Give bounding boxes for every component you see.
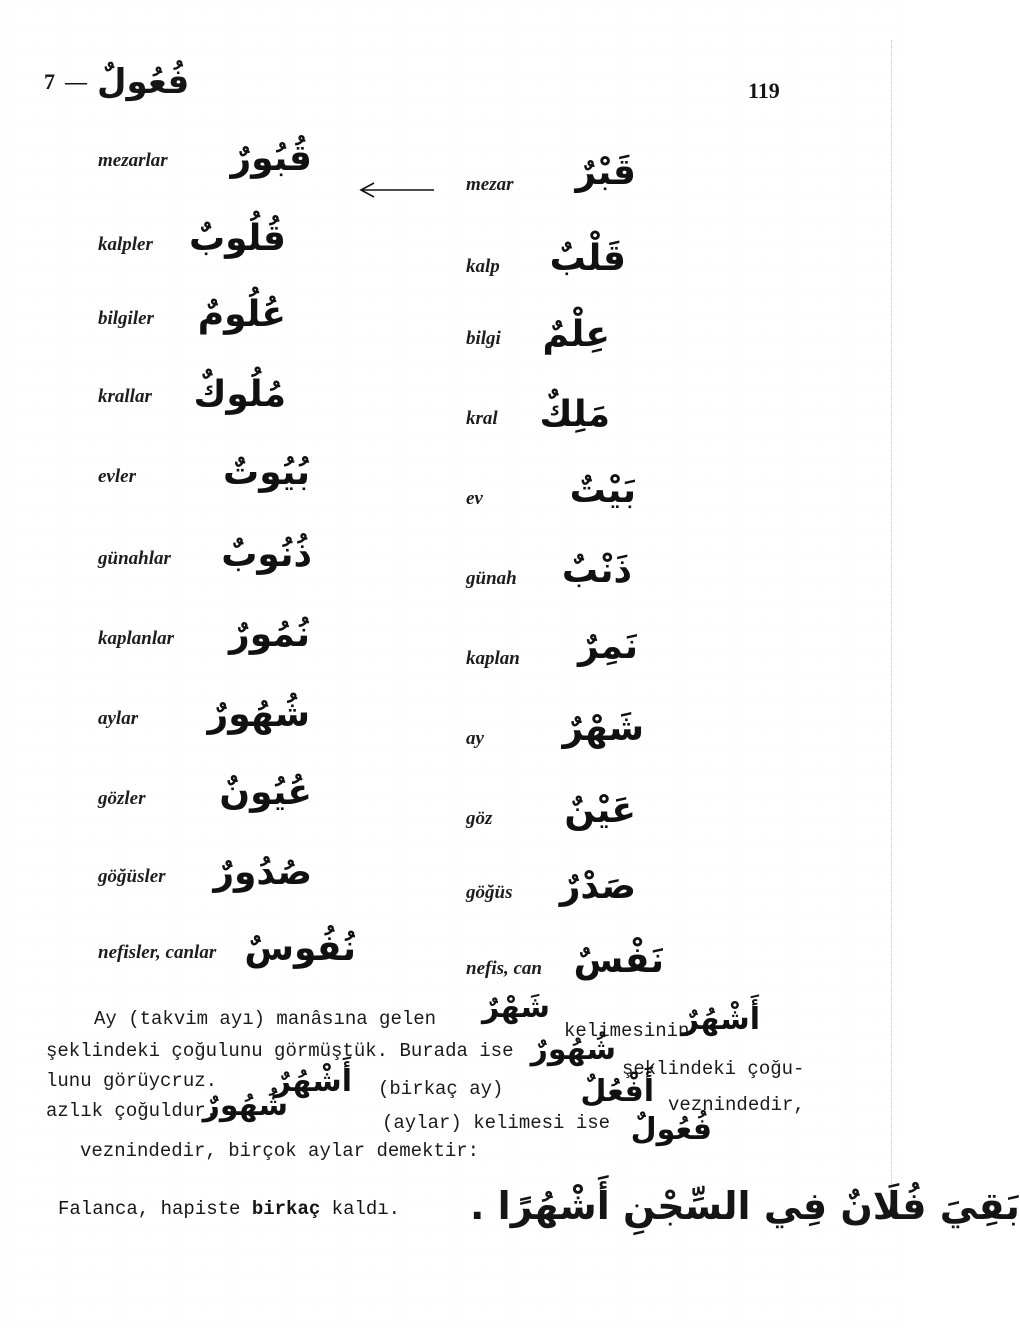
example-text: kaldı. [320, 1198, 401, 1220]
plural-turkish: kaplanlar [98, 628, 175, 649]
plural-arabic: صُدُورٌ [213, 852, 312, 893]
singular-turkish: kaplan [466, 648, 520, 669]
plural-turkish: bilgiler [98, 308, 154, 329]
chapter-number: 7 [44, 69, 55, 94]
singular-arabic: نَفْسٌ [573, 940, 664, 981]
paragraph-arabic: أَفْعُلٌ [580, 1074, 654, 1109]
singular-turkish: nefis, can [466, 958, 542, 979]
singular-turkish: bilgi [466, 328, 501, 349]
singular-arabic: شَهْرٌ [562, 708, 644, 749]
paragraph-line: azlık çoğuldur. [46, 1100, 218, 1122]
singular-arabic: عَيْنٌ [564, 790, 636, 831]
singular-arabic: ذَنْبٌ [561, 550, 632, 591]
plural-arabic: قُبُورٌ [230, 138, 312, 179]
plural-turkish: göğüsler [98, 866, 166, 887]
plural-turkish: krallar [98, 386, 152, 407]
paragraph-arabic: أَشْهُرٌ [681, 1002, 760, 1037]
paragraph-line: veznindedir, birçok aylar demektir: [80, 1140, 480, 1162]
plural-arabic: عُيُونٌ [219, 772, 312, 813]
example-text: Falanca, hapiste [58, 1198, 252, 1220]
singular-arabic: قَلْبٌ [549, 238, 626, 279]
page-number: 119 [748, 78, 780, 103]
paragraph-line: kelimesinin [564, 1020, 690, 1042]
singular-arabic: صَدْرٌ [559, 866, 636, 907]
singular-turkish: mezar [466, 174, 514, 195]
plural-turkish: gözler [98, 788, 146, 809]
plural-arabic: عُلُومٌ [197, 294, 286, 335]
singular-turkish: kalp [466, 256, 500, 277]
arrow-left-icon [356, 180, 436, 200]
paragraph-arabic: فُعُولٌ [630, 1112, 712, 1147]
plural-turkish: evler [98, 466, 136, 487]
chapter-title-arabic: فُعُولٌ [97, 62, 190, 102]
example-arabic: بَقِيَ فُلَانٌ فِي السِّجْنِ أَشْهُرًا . [470, 1184, 1020, 1228]
chapter-heading [44, 62, 189, 102]
page-edge [889, 40, 892, 1190]
singular-turkish: ev [466, 488, 483, 509]
singular-arabic: مَلِكٌ [539, 394, 610, 435]
plural-turkish: günahlar [98, 548, 171, 569]
plural-turkish: aylar [98, 708, 139, 729]
paragraph-line: şeklindeki çoğulunu görmüştük. Burada ise [46, 1040, 514, 1062]
singular-arabic: عِلْمٌ [542, 314, 610, 355]
plural-arabic: شُهُورٌ [207, 694, 310, 735]
paragraph-arabic: شُهُورٌ [202, 1088, 288, 1123]
plural-turkish: kalpler [98, 234, 153, 255]
singular-arabic: بَيْتٌ [569, 470, 636, 511]
plural-arabic: نُفُوسٌ [244, 928, 356, 969]
plural-turkish: mezarlar [98, 150, 168, 171]
plural-arabic: بُيُوتٌ [223, 452, 310, 493]
paragraph-line: (aylar) kelimesi ise [382, 1112, 611, 1134]
singular-turkish: ay [466, 728, 484, 749]
singular-arabic: نَمِرٌ [577, 626, 638, 667]
example-turkish [58, 1198, 400, 1220]
singular-turkish: göğüs [466, 882, 513, 903]
chapter-dash: — [65, 69, 87, 94]
paragraph-line: lunu görüycruz. [46, 1070, 218, 1092]
example-emphasis: birkaç [251, 1198, 321, 1220]
plural-arabic: مُلُوكٌ [193, 374, 286, 415]
singular-turkish: günah [466, 568, 517, 589]
paragraph-line: şeklindeki çoğu- [622, 1058, 805, 1080]
paragraph-arabic: شَهْرٌ [482, 990, 550, 1025]
singular-turkish: göz [466, 808, 493, 829]
plural-arabic: قُلُوبٌ [188, 218, 286, 259]
paragraph-line: Ay (takvim ayı) manâsına gelen [94, 1008, 437, 1030]
paragraph-line: veznindedir, [668, 1094, 805, 1116]
plural-arabic: ذُنُوبٌ [221, 534, 312, 575]
singular-arabic: قَبْرٌ [575, 152, 636, 193]
singular-turkish: kral [466, 408, 498, 429]
paragraph-arabic: أَشْهُرٌ [273, 1064, 352, 1099]
plural-arabic: نُمُورٌ [229, 614, 310, 655]
paragraph-line: (birkaç ay) [378, 1078, 504, 1100]
plural-turkish: nefisler, canlar [98, 942, 217, 963]
paragraph-arabic: شُهُورٌ [530, 1032, 616, 1067]
